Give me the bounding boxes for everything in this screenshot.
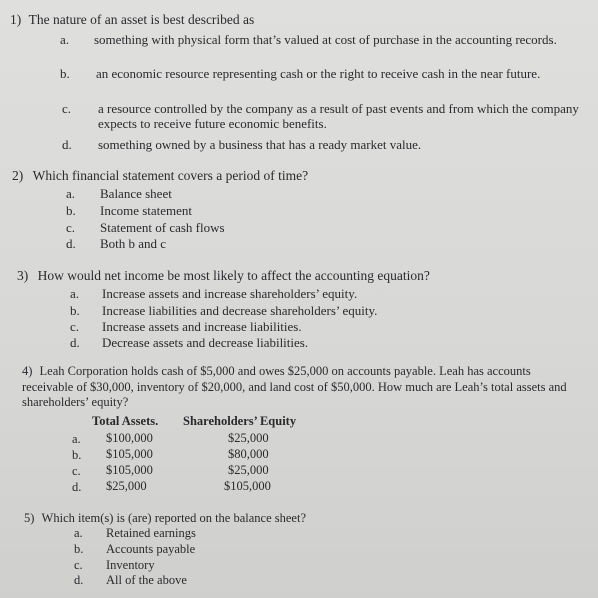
option-letter: a. — [66, 186, 76, 201]
option-letter: c. — [74, 558, 83, 572]
option-letter: a. — [70, 286, 80, 301]
option-text: Accounts payable — [106, 542, 196, 556]
table-header-shareholders-equity: Shareholders’ Equity — [183, 414, 297, 428]
question-stem: Which financial statement covers a period of time? — [32, 168, 309, 183]
table-cell-assets: $100,000 — [106, 431, 153, 445]
table-cell-equity: $25,000 — [228, 431, 269, 445]
option-text: Both b and c — [100, 236, 167, 251]
option-letter: d. — [62, 137, 72, 152]
question-stem: The nature of an asset is best described as — [28, 12, 255, 27]
option-text: Increase assets and increase shareholders’ equity. — [102, 286, 358, 301]
option-text: Income statement — [100, 203, 193, 218]
table-row-letter: a. — [72, 432, 81, 446]
option-letter: c. — [62, 101, 72, 116]
option-letter: c. — [70, 319, 80, 334]
option-text: Increase assets and increase liabilities. — [102, 319, 302, 334]
question-number: 2) — [12, 168, 24, 183]
option-text: Balance sheet — [100, 186, 172, 201]
table-row-letter: d. — [72, 480, 82, 494]
table-cell-assets: $105,000 — [106, 463, 153, 477]
option-text: something owned by a business that has a ready market value. — [98, 137, 422, 152]
option-text: something with physical form that’s valued at cost of purchase in the accounting records. — [94, 32, 557, 47]
table-row-letter: b. — [72, 448, 82, 462]
option-letter: a. — [60, 32, 70, 47]
table-header-total-assets: Total Assets. — [92, 414, 159, 428]
table-cell-equity: $105,000 — [224, 479, 271, 493]
option-text: Retained earnings — [106, 526, 196, 540]
option-text: All of the above — [106, 573, 187, 587]
option-text: a resource controlled by the company as a result of past events and from which the company expects to receive future economic benefits. — [98, 101, 579, 131]
option-text: Decrease assets and decrease liabilities. — [102, 335, 309, 350]
question-4 — [22, 364, 567, 411]
option-letter: d. — [70, 335, 80, 350]
option-letter: b. — [60, 66, 70, 81]
question-5 — [24, 510, 544, 526]
option-letter: b. — [66, 203, 76, 218]
question-3 — [17, 268, 577, 284]
table-cell-assets: $105,000 — [106, 447, 153, 461]
table-cell-assets: $25,000 — [106, 479, 147, 493]
question-stem: How would net income be most likely to affect the accounting equation? — [37, 268, 430, 283]
question-number: 5) — [24, 511, 35, 525]
option-text: an economic resource representing cash or the right to receive cash in the near future. — [96, 66, 541, 81]
question-2 — [12, 168, 572, 184]
question-stem: Which item(s) is (are) reported on the balance sheet? — [41, 511, 307, 525]
question-number: 3) — [17, 268, 29, 283]
option-text: Statement of cash flows — [100, 220, 225, 235]
table-cell-equity: $80,000 — [228, 447, 269, 461]
question-stem: Leah Corporation holds cash of $5,000 and owes $25,000 on accounts payable. Leah has accounts receivable of $30,000, inventory of $20,000, and land cost of $50,000. How much are Leah’s total assets and shareholders’ equity? — [22, 364, 567, 409]
table-row-letter: c. — [72, 464, 81, 478]
question-1 — [10, 12, 590, 28]
option-letter: d. — [74, 573, 84, 587]
option-letter: d. — [66, 236, 76, 251]
question-number: 1) — [10, 12, 22, 27]
table-cell-equity: $25,000 — [228, 463, 269, 477]
question-number: 4) — [22, 364, 33, 378]
option-letter: a. — [74, 526, 83, 540]
option-text: Inventory — [106, 558, 155, 572]
option-letter: b. — [74, 542, 84, 556]
option-letter: b. — [70, 303, 80, 318]
option-text: Increase liabilities and decrease shareholders’ equity. — [102, 303, 378, 318]
option-letter: c. — [66, 220, 76, 235]
